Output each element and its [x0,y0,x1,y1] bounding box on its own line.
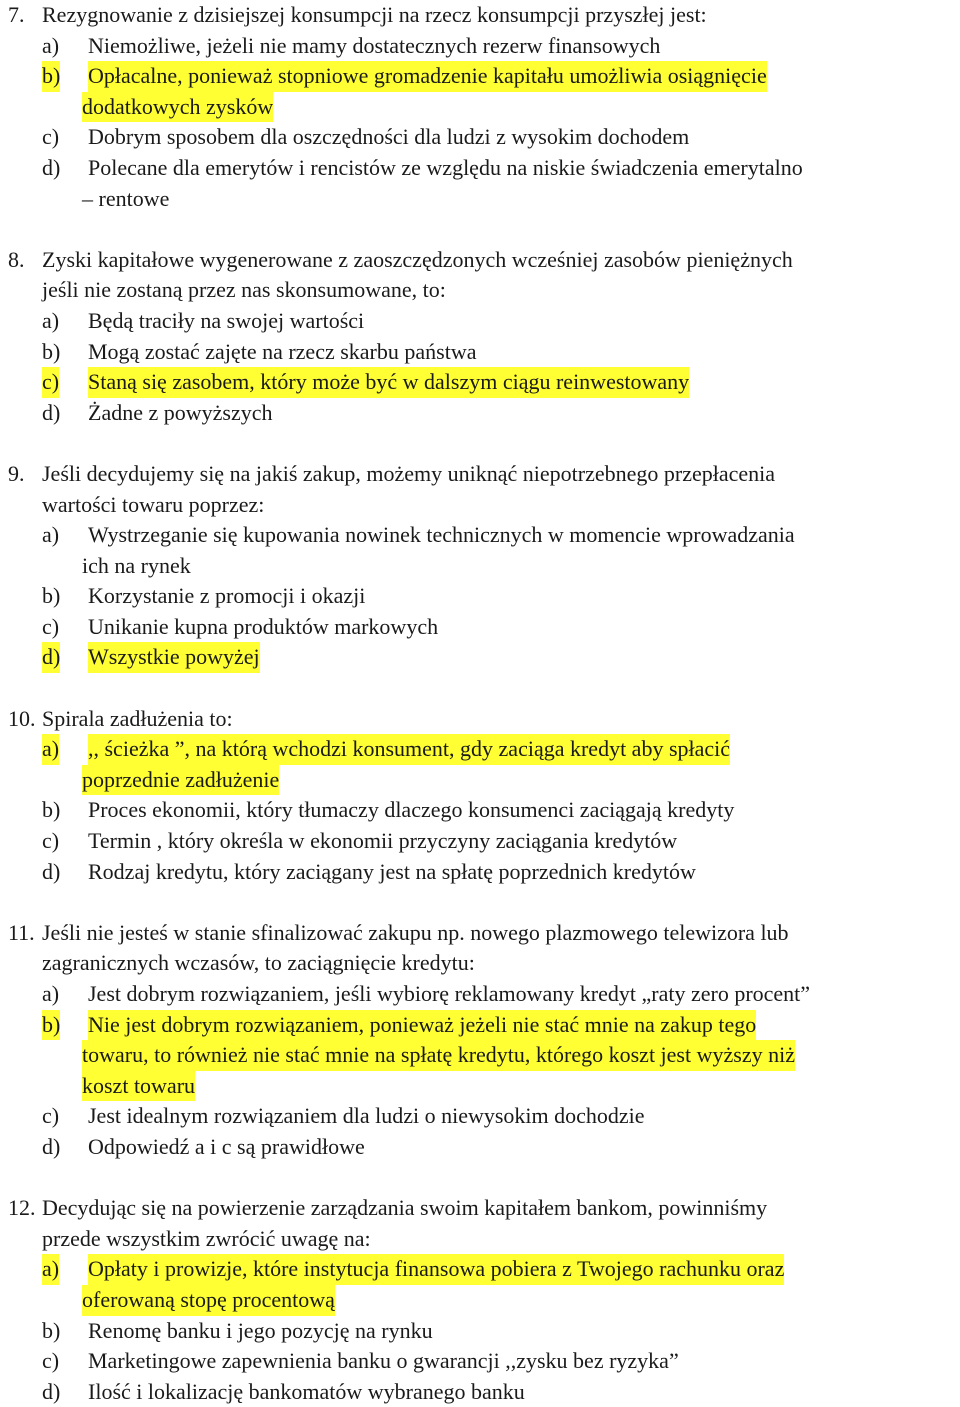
question-text: wartości towaru poprzez: [42,491,265,517]
question-spacer [4,673,960,704]
answer-option-line [4,31,960,62]
answer-text: Jest idealnym rozwiązaniem dla ludzi o niewysokim dochodzie [88,1103,645,1129]
answer-option-line [4,1040,960,1071]
correct-answer-text: Opłaty i prowizje, które instytucja finansowa pobiera z Twojego rachunku oraz [88,1254,784,1285]
question-3 [4,704,960,888]
question-text: Jeśli nie jesteś w stanie sfinalizować zakupu np. nowego plazmowego telewizora lub [42,919,789,945]
answer-option-line [4,92,960,123]
answer-label: c) [42,124,60,150]
answer-text: Żadne z powyższych [88,399,273,425]
question-stem-line [4,245,960,276]
answer-option-line [4,1254,960,1285]
question-text: Jeśli decydujemy się na jakiś zakup, możemy uniknąć niepotrzebnego przepłacenia [42,460,776,486]
question-text: Spirala zadłużenia to: [42,705,233,731]
correct-answer-text: ,, ścieżka ”, na którą wchodzi konsument, gdy zaciąga kredyt aby spłacić [88,734,730,765]
question-4 [4,918,960,1163]
question-1 [4,245,960,429]
answer-text: Polecane dla emerytów i rencistów ze względu na niskie świadczenia emerytalno [88,154,803,180]
question-number: 10. [8,705,36,731]
answer-label: c) [42,1103,60,1129]
answer-text: Marketingowe zapewnienia banku o gwarancji ,,zysku bez ryzyka” [88,1348,679,1374]
answer-label: d) [42,1133,61,1159]
answer-option-line [4,1377,960,1407]
answer-text: Będą traciły na swojej wartości [88,307,365,333]
answer-label: d) [42,399,61,425]
question-text: jeśli nie zostaną przez nas skonsumowane, to: [42,277,446,303]
answer-text: Wystrzeganie się kupowania nowinek technicznych w momencie wprowadzania [88,522,795,548]
answer-label: d) [42,858,61,884]
answer-option-line [4,306,960,337]
question-number: 11. [8,919,35,945]
answer-label: b) [42,338,61,364]
question-stem-line [4,490,960,521]
answer-label: c) [42,828,60,854]
correct-answer-text: Nie jest dobrym rozwiązaniem, ponieważ jeżeli nie stać mnie na zakup tego [88,1010,756,1041]
question-stem-line [4,459,960,490]
answer-label: b) [42,1317,61,1343]
question-spacer [4,214,960,245]
question-stem-line [4,918,960,949]
answer-option-line [4,337,960,368]
answer-option-line [4,642,960,673]
answer-text: Mogą zostać zajęte na rzecz skarbu państwa [88,338,477,364]
answer-text: ich na rynek [82,552,191,578]
answer-option-line [4,581,960,612]
question-stem-line [4,704,960,735]
question-spacer [4,887,960,918]
answer-option-line [4,1101,960,1132]
answer-option-line [4,795,960,826]
question-number: 8. [8,246,25,272]
question-number: 7. [8,2,25,27]
answer-option-line [4,765,960,796]
answer-option-line [4,153,960,184]
answer-option-line [4,61,960,92]
answer-label: a) [42,981,60,1006]
question-0 [4,0,960,214]
question-number: 9. [8,460,25,486]
answer-option-line [4,1132,960,1163]
answer-label: a) [42,1254,59,1285]
answer-label: b) [42,1010,60,1041]
answer-option-line [4,1346,960,1377]
answer-label: a) [42,32,60,58]
answer-text: Korzystanie z promocji i okazji [88,583,366,609]
answer-label: a) [42,734,59,765]
correct-answer-text: towaru, to również nie stać mnie na spłatę kredytu, którego koszt jest wyższy niż [82,1040,795,1071]
question-spacer [4,1163,960,1194]
answer-text: Rodzaj kredytu, który zaciągany jest na spłatę poprzednich kredytów [88,858,696,884]
question-stem-line [4,275,960,306]
correct-answer-text: oferowaną stopę procentową [82,1285,335,1316]
answer-text: Unikanie kupna produktów markowych [88,613,439,639]
answer-label: b) [42,583,61,609]
answer-text: Termin , który określa w ekonomii przyczyny zaciągania kredytów [88,828,678,854]
answer-label: c) [42,613,60,639]
answer-label: a) [42,522,60,548]
answer-option-line [4,184,960,215]
answer-label: b) [42,797,61,823]
question-5 [4,1193,960,1407]
question-text: przede wszystkim zwrócić uwagę na: [42,1225,371,1251]
answer-label: a) [42,307,60,333]
answer-label: d) [42,1378,61,1404]
answer-text: Jest dobrym rozwiązaniem, jeśli wybiorę reklamowany kredyt „raty zero procent” [88,981,811,1006]
question-text: zagranicznych wczasów, to zaciągnięcie kredytu: [42,950,475,976]
correct-answer-text: Opłacalne, ponieważ stopniowe gromadzenie kapitału umożliwia osiągnięcie [88,61,767,92]
answer-label: d) [42,642,60,673]
question-text: Zyski kapitałowe wygenerowane z zaoszczędzonych wcześniej zasobów pieniężnych [42,246,793,272]
question-stem-line [4,0,960,31]
answer-text: – rentowe [82,185,170,211]
answer-text: Ilość i lokalizację bankomatów wybranego banku [88,1378,525,1404]
question-number: 12. [8,1195,36,1221]
correct-answer-text: koszt towaru [82,1071,195,1102]
answer-text: Odpowiedź a i c są prawidłowe [88,1133,365,1159]
answer-option-line [4,857,960,888]
correct-answer-text: dodatkowych zysków [82,92,273,123]
answer-label: c) [42,1348,60,1374]
answer-text: Proces ekonomii, który tłumaczy dlaczego konsumenci zaciągają kredyty [88,797,735,823]
answer-option-line [4,367,960,398]
question-stem-line [4,948,960,979]
answer-label: d) [42,154,61,180]
question-text: Rezygnowanie z dzisiejszej konsumpcji na rzecz konsumpcji przyszłej jest: [42,2,707,27]
answer-text: Renomę banku i jego pozycję na rynku [88,1317,433,1343]
answer-text: Niemożliwe, jeżeli nie mamy dostatecznych rezerw finansowych [88,32,661,58]
answer-label: b) [42,61,60,92]
question-text: Decydując się na powierzenie zarządzania swoim kapitałem bankom, powinniśmy [42,1195,768,1221]
question-spacer [4,428,960,459]
answer-option-line [4,398,960,429]
answer-option-line [4,612,960,643]
answer-option-line [4,734,960,765]
answer-option-line [4,1285,960,1316]
answer-label: c) [42,367,59,398]
answer-option-line [4,551,960,582]
answer-option-line [4,979,960,1010]
answer-option-line [4,826,960,857]
answer-option-line [4,1316,960,1347]
answer-text: Dobrym sposobem dla oszczędności dla ludzi z wysokim dochodem [88,124,690,150]
correct-answer-text: Wszystkie powyżej [88,642,260,673]
answer-option-line [4,1010,960,1041]
question-stem-line [4,1224,960,1255]
question-stem-line [4,1193,960,1224]
correct-answer-text: poprzednie zadłużenie [82,765,279,796]
correct-answer-text: Staną się zasobem, który może być w dalszym ciągu reinwestowany [88,367,689,398]
answer-option-line [4,1071,960,1102]
answer-option-line [4,122,960,153]
question-2 [4,459,960,673]
answer-option-line [4,520,960,551]
